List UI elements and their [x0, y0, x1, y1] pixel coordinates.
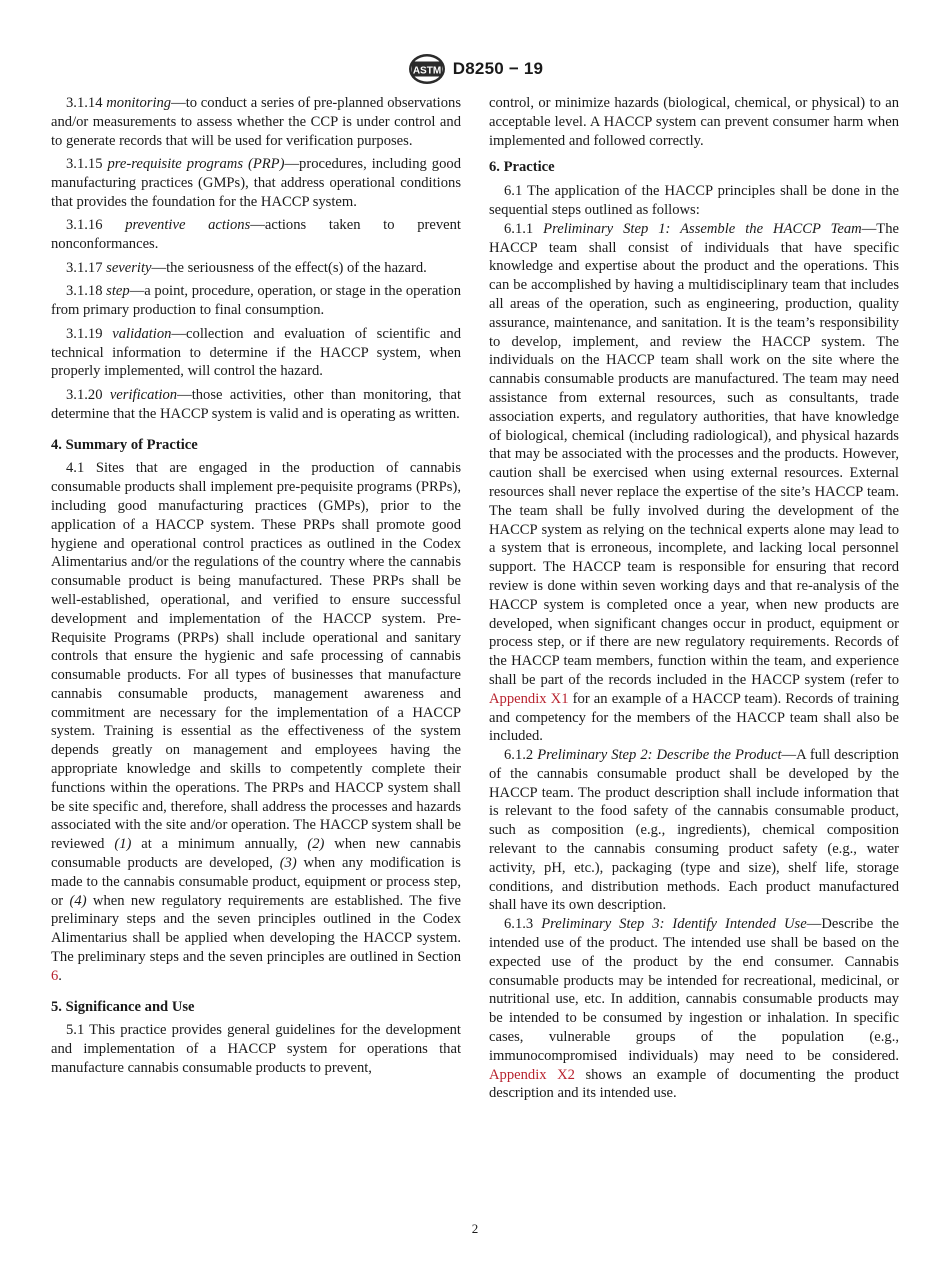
paragraph-6-1-2: 6.1.2 Preliminary Step 2: Describe the Product—A full description of the cannabis consumable product shall be developed by the HACCP team. The product description shall include information that is relevant to the food safety of the cannabis consumable product, such as composition (e.g., ingredients), chemical composition relevant to the cannabis consuming product safety (e.g., water activity, pH, etc.), packaging (type and size), shelf life, storage conditions, and distribution methods. Each product manufactured shall have its own description. [489, 747, 899, 914]
section-4-heading: 4. Summary of Practice [51, 436, 198, 453]
definition-3-1-17: 3.1.17 severity—the seriousness of the effect(s) of the hazard. [66, 259, 427, 276]
appendix-x1-link[interactable]: Appendix X1 [489, 690, 569, 707]
section-5-heading: 5. Significance and Use [51, 998, 195, 1015]
left-column [51, 94, 461, 1078]
document-designation: D8250 − 19 [452, 59, 544, 78]
right-column [489, 94, 899, 1103]
paragraph-6-1-1: 6.1.1 Preliminary Step 1: Assemble the HACCP Team—The HACCP team shall consist of individuals that have specific knowledge and expertise about the product and the operations. This can be accomplished by having a multidisciplinary team that includes all areas of the operation, such as engineering, production, quality assurance, maintenance, and sanitation. It is the team’s responsibility to develop, implement, and review the HACCP system. The individuals on the HACCP team shall work on the site where the cannabis consumable products are manufactured. The team may need assistance from external resources, such as consultants, trade association experts, and regulatory authorities, that have knowledge of biological, chemical (including radiological), and physical hazards that may be associated with the processes and the products. However, caution shall be exercised when using external resources. External resources shall never replace the expertise of the site’s HACCP team. The team shall be fully involved during the development of the HACCP system as relying on the technical experts alone may lead to a system that is erroneous, incomplete, and lacking local personnel support. The HACCP team is responsible for ensuring that record review is done within seven working days and that re-analysis of the HACCP system is completed once a year, when new products are developed, when significant changes occur in product, equipment or process step, or if there are new regulatory requirements. Records of the HACCP team members, function within the team, and experience shall be part of the records included in the HACCP system (refer to Appendix X1 for an example of a HACCP team). Records of training and competency for the members of the HACCP team shall also be included. [489, 220, 900, 745]
paragraph-5-1-continued: control, or minimize hazards (biological, chemical, or physical) to an acceptable level. A HACCP system can prevent consumer harm when implemented and followed correctly. [489, 95, 899, 149]
appendix-x2-link[interactable]: Appendix X2 [489, 1066, 575, 1083]
definition-3-1-20: 3.1.20 verification—those activities, other than monitoring, that determine that the HACCP system is valid and is operating as written. [51, 386, 461, 422]
astm-logo-icon [407, 52, 447, 86]
section-6-link[interactable]: 6 [51, 967, 59, 984]
paragraph-4-1: 4.1 Sites that are engaged in the production of cannabis consumable products shall implement pre-pequisite programs (PRPs), including good manufacturing practices (GMPs), prior to the application of a HACCP system. These PRPs shall promote good hygiene and operational control practices as outlined in the Codex Alimentarius and/or the regulations of the country where the cannabis consumable product is being manufactured. These PRPs shall be well-established, operational, and verified to ensure successful development and implementation of the HACCP system. Pre-Requisite Programs (PRPs) shall include operational and sanitary controls that ensure the hygienic and safe processing of cannabis consumable products. For all types of businesses that manufacture cannabis consumable products, management awareness and commitment are necessary for the implementation of a HACCP system. Training is essential as the effectiveness of the system depends greatly on management and employees having the appropriate knowledge and skills to competently complete their functions within the operations. The PRPs and HACCP system shall be site specific and, therefore, shall address the processes and hazards associated with the site and/or operation. The HACCP system shall be reviewed (1) at a minimum annually, (2) when new cannabis consumable products are developed, (3) when any modification is made to the cannabis consumable product, equipment or process step, or (4) when new regulatory requirements are established. The five preliminary steps and the seven principles outlined in the Codex Alimentarius shall be applied when developing the HACCP system. The preliminary steps and the seven principles are outlined in Section 6. [51, 460, 461, 984]
paragraph-5-1: 5.1 This practice provides general guidelines for the development and implementation of a HACCP system for operations that manufacture cannabis consumable products to prevent, [51, 1022, 461, 1077]
definition-3-1-16: 3.1.16 preventive actions—actions taken to prevent nonconformances. [51, 217, 461, 253]
definition-3-1-14: 3.1.14 monitoring—to conduct a series of pre-planned observations and/or measurements to assess whether the CCP is under control and to generate records that will be used for verification purposes. [51, 95, 461, 149]
definition-3-1-15: 3.1.15 pre-requisite programs (PRP)—procedures, including good manufacturing practices (GMPs), that address operational conditions that provides the foundation for the HACCP system. [51, 156, 461, 210]
page-number: 2 [471, 1221, 479, 1236]
page-header [0, 52, 950, 86]
definition-3-1-18: 3.1.18 step—a point, procedure, operation, or stage in the operation from primary production to final consumption. [51, 283, 461, 319]
definition-3-1-19: 3.1.19 validation—collection and evaluation of scientific and technical information to determine if the HACCP system, when properly implemented, will control the hazard. [51, 325, 461, 380]
svg-text:ASTM: ASTM [412, 65, 441, 77]
paragraph-6-1: 6.1 The application of the HACCP principles shall be done in the sequential steps outlined as follows: [489, 183, 899, 218]
section-6-heading: 6. Practice [489, 159, 555, 176]
paragraph-6-1-3: 6.1.3 Preliminary Step 3: Identify Intended Use—Describe the intended use of the product. The intended use shall be based on the expected use of the product by the end consumer. Cannabis consumable products may be intended for recreational, medicinal, or nutritional use, etc. In addition, cannabis consumable products may be intended to be consumed by ingestion or inhalation. In specific cases, vulnerable groups of the population (e.g., immunocompromised individuals) may need to be considered. Appendix X2 shows an example of documenting the product description and its intended use. [489, 916, 900, 1102]
